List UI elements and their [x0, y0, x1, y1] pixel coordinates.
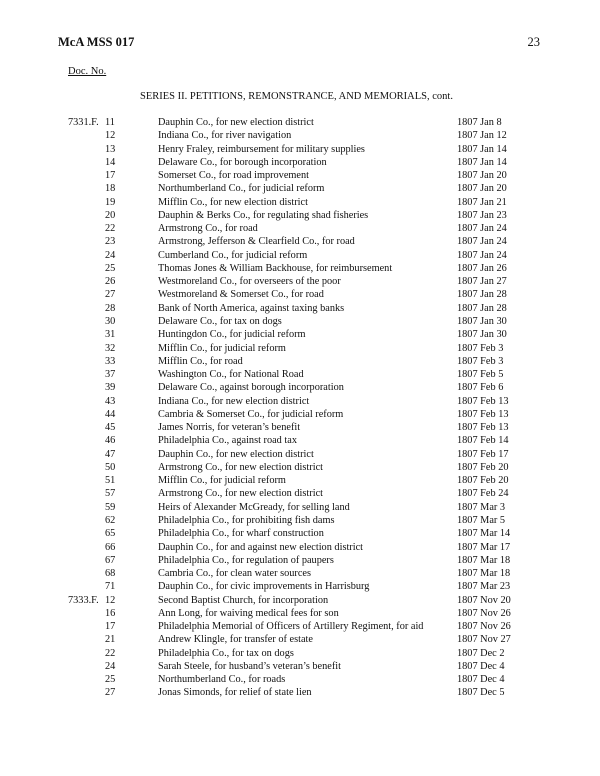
document-number: 17: [105, 170, 116, 182]
list-item: [0, 527, 600, 540]
document-description: Henry Fraley, reimbursement for military supplies: [158, 143, 365, 155]
document-description: Dauphin Co., for civic improvements in Harrisburg: [158, 581, 370, 593]
list-item: [0, 501, 600, 514]
document-description: Philadelphia Co., for prohibiting fish dams: [158, 514, 335, 526]
document-description: Washington Co., for National Road: [158, 369, 304, 381]
document-date: 1807 Jan 24: [457, 223, 507, 235]
document-date: 1807 Jan 23: [457, 209, 507, 221]
document-date: 1807 Dec 2: [457, 647, 505, 659]
list-item: [0, 262, 600, 275]
list-item: [0, 381, 600, 394]
list-item: [0, 143, 600, 156]
list-item: [0, 474, 600, 487]
list-item: [0, 182, 600, 195]
list-item: [0, 249, 600, 262]
document-date: 1807 Feb 17: [457, 448, 509, 460]
document-date: 1807 Jan 26: [457, 262, 507, 274]
document-date: 1807 Dec 4: [457, 674, 505, 686]
document-description: Cumberland Co., for judicial reform: [158, 249, 308, 261]
document-description: Philadelphia Memorial of Officers of Artillery Regiment, for aid: [158, 621, 424, 633]
list-item: [0, 209, 600, 222]
document-description: Dauphin Co., for new election district: [158, 117, 314, 128]
document-number: 25: [105, 262, 116, 274]
document-date: 1807 Jan 24: [457, 249, 507, 261]
list-item: [0, 448, 600, 461]
document-description: Thomas Jones & William Backhouse, for reimbursement: [158, 262, 393, 274]
document-description: Philadelphia Co., for tax on dogs: [158, 647, 294, 659]
document-number: 27: [105, 687, 116, 699]
document-date: 1807 Jan 21: [457, 196, 507, 208]
document-description: Mifflin Co., for judicial reform: [158, 475, 286, 487]
list-item: [0, 660, 600, 673]
document-description: James Norris, for veteran’s benefit: [158, 422, 301, 434]
document-date: 1807 Mar 14: [457, 528, 511, 540]
document-description: Huntingdon Co., for judicial reform: [158, 329, 306, 341]
document-description: Mifflin Co., for judicial reform: [158, 342, 286, 354]
document-description: Indiana Co., for river navigation: [158, 130, 292, 142]
document-description: Dauphin & Berks Co., for regulating shad fisheries: [158, 209, 369, 221]
document-date: 1807 Mar 23: [457, 581, 511, 593]
document-date: 1807 Jan 30: [457, 315, 507, 327]
document-number: 65: [105, 528, 116, 540]
document-date: 1807 Feb 20: [457, 475, 509, 487]
document-description: Armstrong, Jefferson & Clearfield Co., for road: [158, 236, 355, 248]
list-item: [0, 235, 600, 248]
document-date: 1807 Jan 14: [457, 143, 507, 155]
document-date: 1807 Mar 3: [457, 501, 506, 513]
document-date: 1807 Jan 28: [457, 289, 507, 301]
document-number: 24: [105, 249, 116, 261]
document-date: 1807 Jan 20: [457, 170, 507, 182]
doc-no-label: Doc. No.: [68, 66, 107, 77]
document-number: 11: [105, 117, 115, 128]
document-date: 1807 Jan 8: [457, 117, 502, 128]
document-description: Philadelphia Co., for wharf construction: [158, 528, 324, 540]
document-number: 32: [105, 342, 116, 354]
document-number: 51: [105, 475, 116, 487]
document-description: Sarah Steele, for husband’s veteran’s benefit: [158, 660, 341, 672]
document-description: Ann Long, for waiving medical fees for son: [158, 607, 339, 619]
list-item: [0, 342, 600, 355]
list-item: [0, 541, 600, 554]
document-date: 1807 Feb 5: [457, 369, 504, 381]
document-description: Somerset Co., for road improvement: [158, 170, 309, 182]
document-date: 1807 Nov 27: [457, 634, 511, 646]
list-item: [0, 368, 600, 381]
document-number: 13: [105, 143, 116, 155]
list-item: [0, 196, 600, 209]
list-item: [0, 156, 600, 169]
document-number: 44: [105, 408, 116, 420]
document-number: 27: [105, 289, 116, 301]
list-item: [0, 647, 600, 660]
series-heading: SERIES II. PETITIONS, REMONSTRANCE, AND MEMORIALS, cont.: [140, 91, 453, 102]
list-item: [0, 461, 600, 474]
document-number: 12: [105, 130, 116, 142]
document-description: Heirs of Alexander McGready, for selling land: [158, 501, 350, 513]
document-description: Northumberland Co., for judicial reform: [158, 183, 325, 195]
document-date: 1807 Feb 20: [457, 461, 509, 473]
list-item: [0, 554, 600, 567]
list-item: [0, 169, 600, 182]
document-number: 14: [105, 156, 116, 168]
document-number: 45: [105, 422, 116, 434]
document-number: 23: [105, 236, 116, 248]
document-number: 25: [105, 674, 116, 686]
list-item: [0, 607, 600, 620]
document-number: 71: [105, 581, 116, 593]
document-number: 43: [105, 395, 116, 407]
document-description: Delaware Co., for borough incorporation: [158, 156, 327, 168]
document-number: 30: [105, 315, 116, 327]
document-description: Armstrong Co., for new election district: [158, 488, 324, 500]
list-item: [0, 673, 600, 686]
list-item: [0, 116, 600, 129]
document-date: 1807 Jan 12: [457, 130, 507, 142]
document-description: Cambria Co., for clean water sources: [158, 568, 311, 580]
document-number: 33: [105, 355, 116, 367]
document-number: 50: [105, 461, 116, 473]
document-number: 28: [105, 302, 116, 314]
document-description: Delaware Co., against borough incorporation: [158, 382, 344, 394]
list-item: [0, 355, 600, 368]
document-list: [0, 116, 600, 700]
document-number: 17: [105, 621, 116, 633]
document-number: 68: [105, 568, 116, 580]
document-number: 22: [105, 647, 116, 659]
document-date: 1807 Jan 20: [457, 183, 507, 195]
document-description: Bank of North America, against taxing banks: [158, 302, 345, 314]
document-description: Armstrong Co., for new election district: [158, 461, 324, 473]
collection-id: McA MSS 017: [58, 35, 135, 49]
document-date: 1807 Mar 17: [457, 541, 511, 553]
document-number: 59: [105, 501, 116, 513]
list-item: [0, 288, 600, 301]
list-item: [0, 129, 600, 142]
list-item: [0, 567, 600, 580]
document-date: 1807 Feb 24: [457, 488, 509, 500]
document-number: 26: [105, 276, 116, 288]
document-number: 18: [105, 183, 116, 195]
document-number: 47: [105, 448, 116, 460]
document-description: Westmoreland Co., for overseers of the poor: [158, 276, 341, 288]
list-item: [0, 421, 600, 434]
document-date: 1807 Dec 5: [457, 687, 505, 699]
document-description: Andrew Klingle, for transfer of estate: [158, 634, 313, 646]
document-description: Indiana Co., for new election district: [158, 395, 310, 407]
document-date: 1807 Jan 14: [457, 156, 507, 168]
document-date: 1807 Mar 5: [457, 514, 506, 526]
document-description: Delaware Co., for tax on dogs: [158, 315, 282, 327]
document-number: 39: [105, 382, 116, 394]
document-number: 66: [105, 541, 116, 553]
document-number: 22: [105, 223, 116, 235]
document-date: 1807 Nov 26: [457, 607, 511, 619]
document-date: 1807 Feb 6: [457, 382, 504, 394]
document-number: 21: [105, 634, 116, 646]
list-item: [0, 275, 600, 288]
list-item: [0, 302, 600, 315]
document-description: Northumberland Co., for roads: [158, 674, 286, 686]
document-number: 24: [105, 660, 116, 672]
document-date: 1807 Dec 4: [457, 660, 505, 672]
list-item: [0, 633, 600, 646]
document-date: 1807 Feb 14: [457, 435, 509, 447]
document-date: 1807 Feb 13: [457, 422, 509, 434]
list-item: [0, 487, 600, 500]
document-number: 12: [105, 594, 116, 606]
document-description: Philadelphia Co., against road tax: [158, 435, 297, 447]
document-date: 1807 Nov 20: [457, 594, 511, 606]
list-item: [0, 408, 600, 421]
document-description: Jonas Simonds, for relief of state lien: [158, 687, 312, 699]
document-date: 1807 Feb 13: [457, 408, 509, 420]
document-date: 1807 Feb 3: [457, 355, 504, 367]
document-description: Mifflin Co., for road: [158, 355, 243, 367]
document-description: Philadelphia Co., for regulation of paupers: [158, 554, 334, 566]
document-number: 19: [105, 196, 116, 208]
document-description: Dauphin Co., for and against new election district: [158, 541, 364, 553]
document-description: Armstrong Co., for road: [158, 223, 258, 235]
document-number: 31: [105, 329, 116, 341]
document-date: 1807 Mar 18: [457, 568, 511, 580]
document-number: 57: [105, 488, 116, 500]
list-item: [0, 594, 600, 607]
document-date: 1807 Feb 3: [457, 342, 504, 354]
document-number: 16: [105, 607, 116, 619]
document-description: Mifflin Co., for new election district: [158, 196, 308, 208]
list-item: [0, 222, 600, 235]
document-date: 1807 Jan 27: [457, 276, 507, 288]
list-item: [0, 328, 600, 341]
document-number: 37: [105, 369, 116, 381]
document-date: 1807 Feb 13: [457, 395, 509, 407]
list-item: [0, 315, 600, 328]
document-date: 1807 Jan 30: [457, 329, 507, 341]
list-item: [0, 395, 600, 408]
document-number: 62: [105, 514, 116, 526]
list-item: [0, 620, 600, 633]
list-item: [0, 686, 600, 699]
document-description: Cambria & Somerset Co., for judicial reform: [158, 408, 344, 420]
document-number: 20: [105, 209, 116, 221]
folder-number: 7331.F.: [68, 117, 99, 128]
document-date: 1807 Jan 24: [457, 236, 507, 248]
list-item: [0, 580, 600, 593]
document-description: Westmoreland & Somerset Co., for road: [158, 289, 324, 301]
document-number: 67: [105, 554, 116, 566]
document-description: Second Baptist Church, for incorporation: [158, 594, 329, 606]
document-description: Dauphin Co., for new election district: [158, 448, 314, 460]
document-date: 1807 Mar 18: [457, 554, 511, 566]
list-item: [0, 514, 600, 527]
document-number: 46: [105, 435, 116, 447]
document-date: 1807 Jan 28: [457, 302, 507, 314]
document-date: 1807 Nov 26: [457, 621, 511, 633]
list-item: [0, 434, 600, 447]
folder-number: 7333.F.: [68, 594, 99, 606]
page-number: 23: [527, 35, 540, 49]
